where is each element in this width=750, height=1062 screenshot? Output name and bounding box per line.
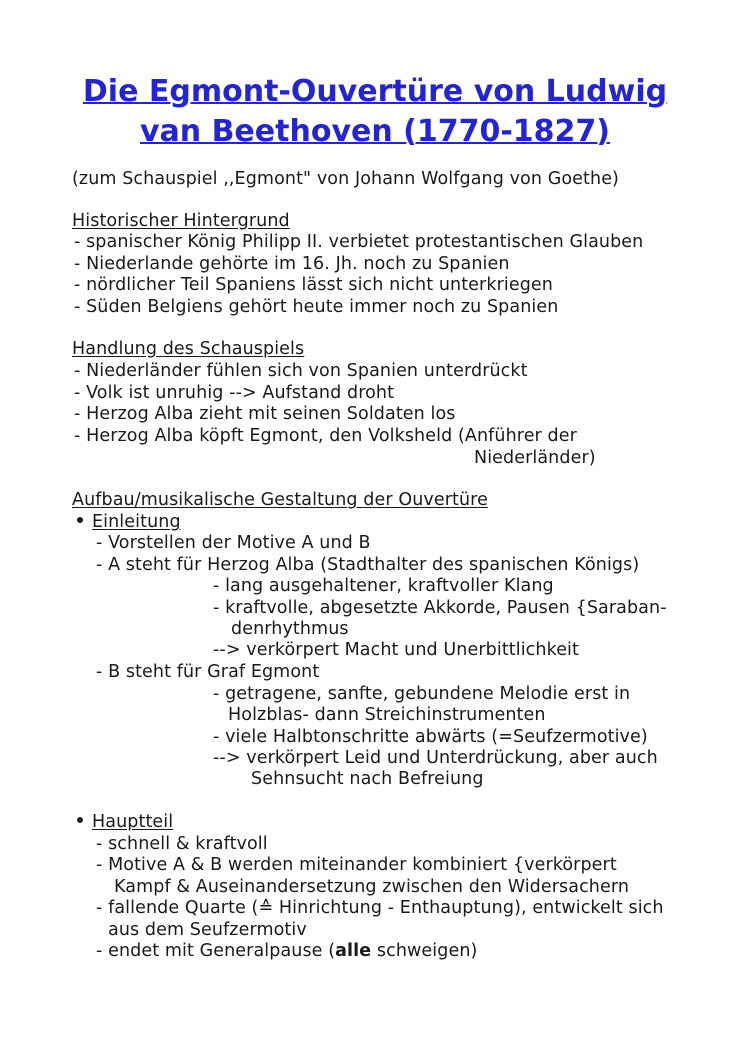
plot-item: - Herzog Alba zieht mit seinen Soldaten los	[74, 404, 456, 424]
history-item: - Süden Belgiens gehört heute immer noch zu Spanien	[74, 297, 559, 317]
history-heading: Historischer Hintergrund	[72, 211, 290, 231]
plot-item: - Volk ist unruhig --> Aufstand droht	[74, 383, 395, 403]
intro-line-continuation: Sehnsucht nach Befreiung	[251, 769, 484, 789]
intro-bullet	[77, 512, 181, 533]
intro-line: - viele Halbtonschritte abwärts (=Seufzermotive)	[213, 727, 648, 747]
main-line-last	[96, 941, 477, 962]
last-line-suffix: schweigen)	[371, 941, 478, 961]
bullet-icon	[77, 517, 83, 523]
intro-label: Einleitung	[92, 512, 181, 532]
intro-line-continuation: Holzblas- dann Streichinstrumenten	[228, 705, 546, 725]
last-line-prefix: - endet mit Generalpause (	[96, 941, 336, 961]
intro-line-continuation: denrhythmus	[231, 619, 349, 639]
intro-line: - lang ausgehaltener, kraftvoller Klang	[213, 576, 554, 596]
intro-line: - kraftvolle, abgesetzte Akkorde, Pausen {Saraban-	[213, 598, 667, 618]
subtitle: (zum Schauspiel ,,Egmont" von Johann Wolfgang von Goethe)	[72, 169, 619, 189]
bullet-icon	[77, 817, 83, 823]
history-item: - spanischer König Philipp II. verbietet protestantischen Glauben	[74, 232, 644, 252]
plot-item: - Niederländer fühlen sich von Spanien unterdrückt	[74, 361, 528, 381]
main-bullet	[77, 812, 173, 833]
plot-item: - Herzog Alba köpft Egmont, den Volksheld (Anführer der	[74, 426, 577, 446]
intro-line: --> verkörpert Leid und Unterdrückung, aber auch	[213, 748, 658, 768]
main-line-continuation: Kampf & Auseinandersetzung zwischen den Widersachern	[114, 877, 630, 897]
main-line: - Motive A & B werden miteinander kombiniert {verkörpert	[96, 855, 617, 875]
history-item: - Niederlande gehörte im 16. Jh. noch zu Spanien	[74, 254, 510, 274]
structure-heading: Aufbau/musikalische Gestaltung der Ouvertüre	[72, 490, 488, 510]
history-item: - nördlicher Teil Spaniens lässt sich nicht unterkriegen	[74, 275, 553, 295]
main-line: - fallende Quarte (≙ Hinrichtung - Enthauptung), entwickelt sich	[96, 898, 664, 918]
main-line-continuation: aus dem Seufzermotiv	[108, 920, 307, 940]
last-line-bold: alle	[335, 941, 372, 961]
intro-line: - Vorstellen der Motive A und B	[96, 533, 371, 553]
intro-line: - A steht für Herzog Alba (Stadthalter des spanischen Königs)	[96, 555, 640, 575]
main-label: Hauptteil	[92, 812, 174, 832]
main-line: - schnell & kraftvoll	[96, 834, 268, 854]
intro-line: - B steht für Graf Egmont	[96, 662, 320, 682]
intro-line: - getragene, sanfte, gebundene Melodie erst in	[213, 684, 631, 704]
title-line-1: Die Egmont-Ouvertüre von Ludwig	[82, 74, 668, 109]
title-line-2: van Beethoven (1770-1827)	[139, 114, 611, 149]
plot-heading: Handlung des Schauspiels	[72, 339, 305, 359]
plot-item-continuation: Niederländer)	[474, 448, 596, 468]
page-title	[40, 72, 710, 152]
intro-line: --> verkörpert Macht und Unerbittlichkeit	[213, 640, 579, 660]
